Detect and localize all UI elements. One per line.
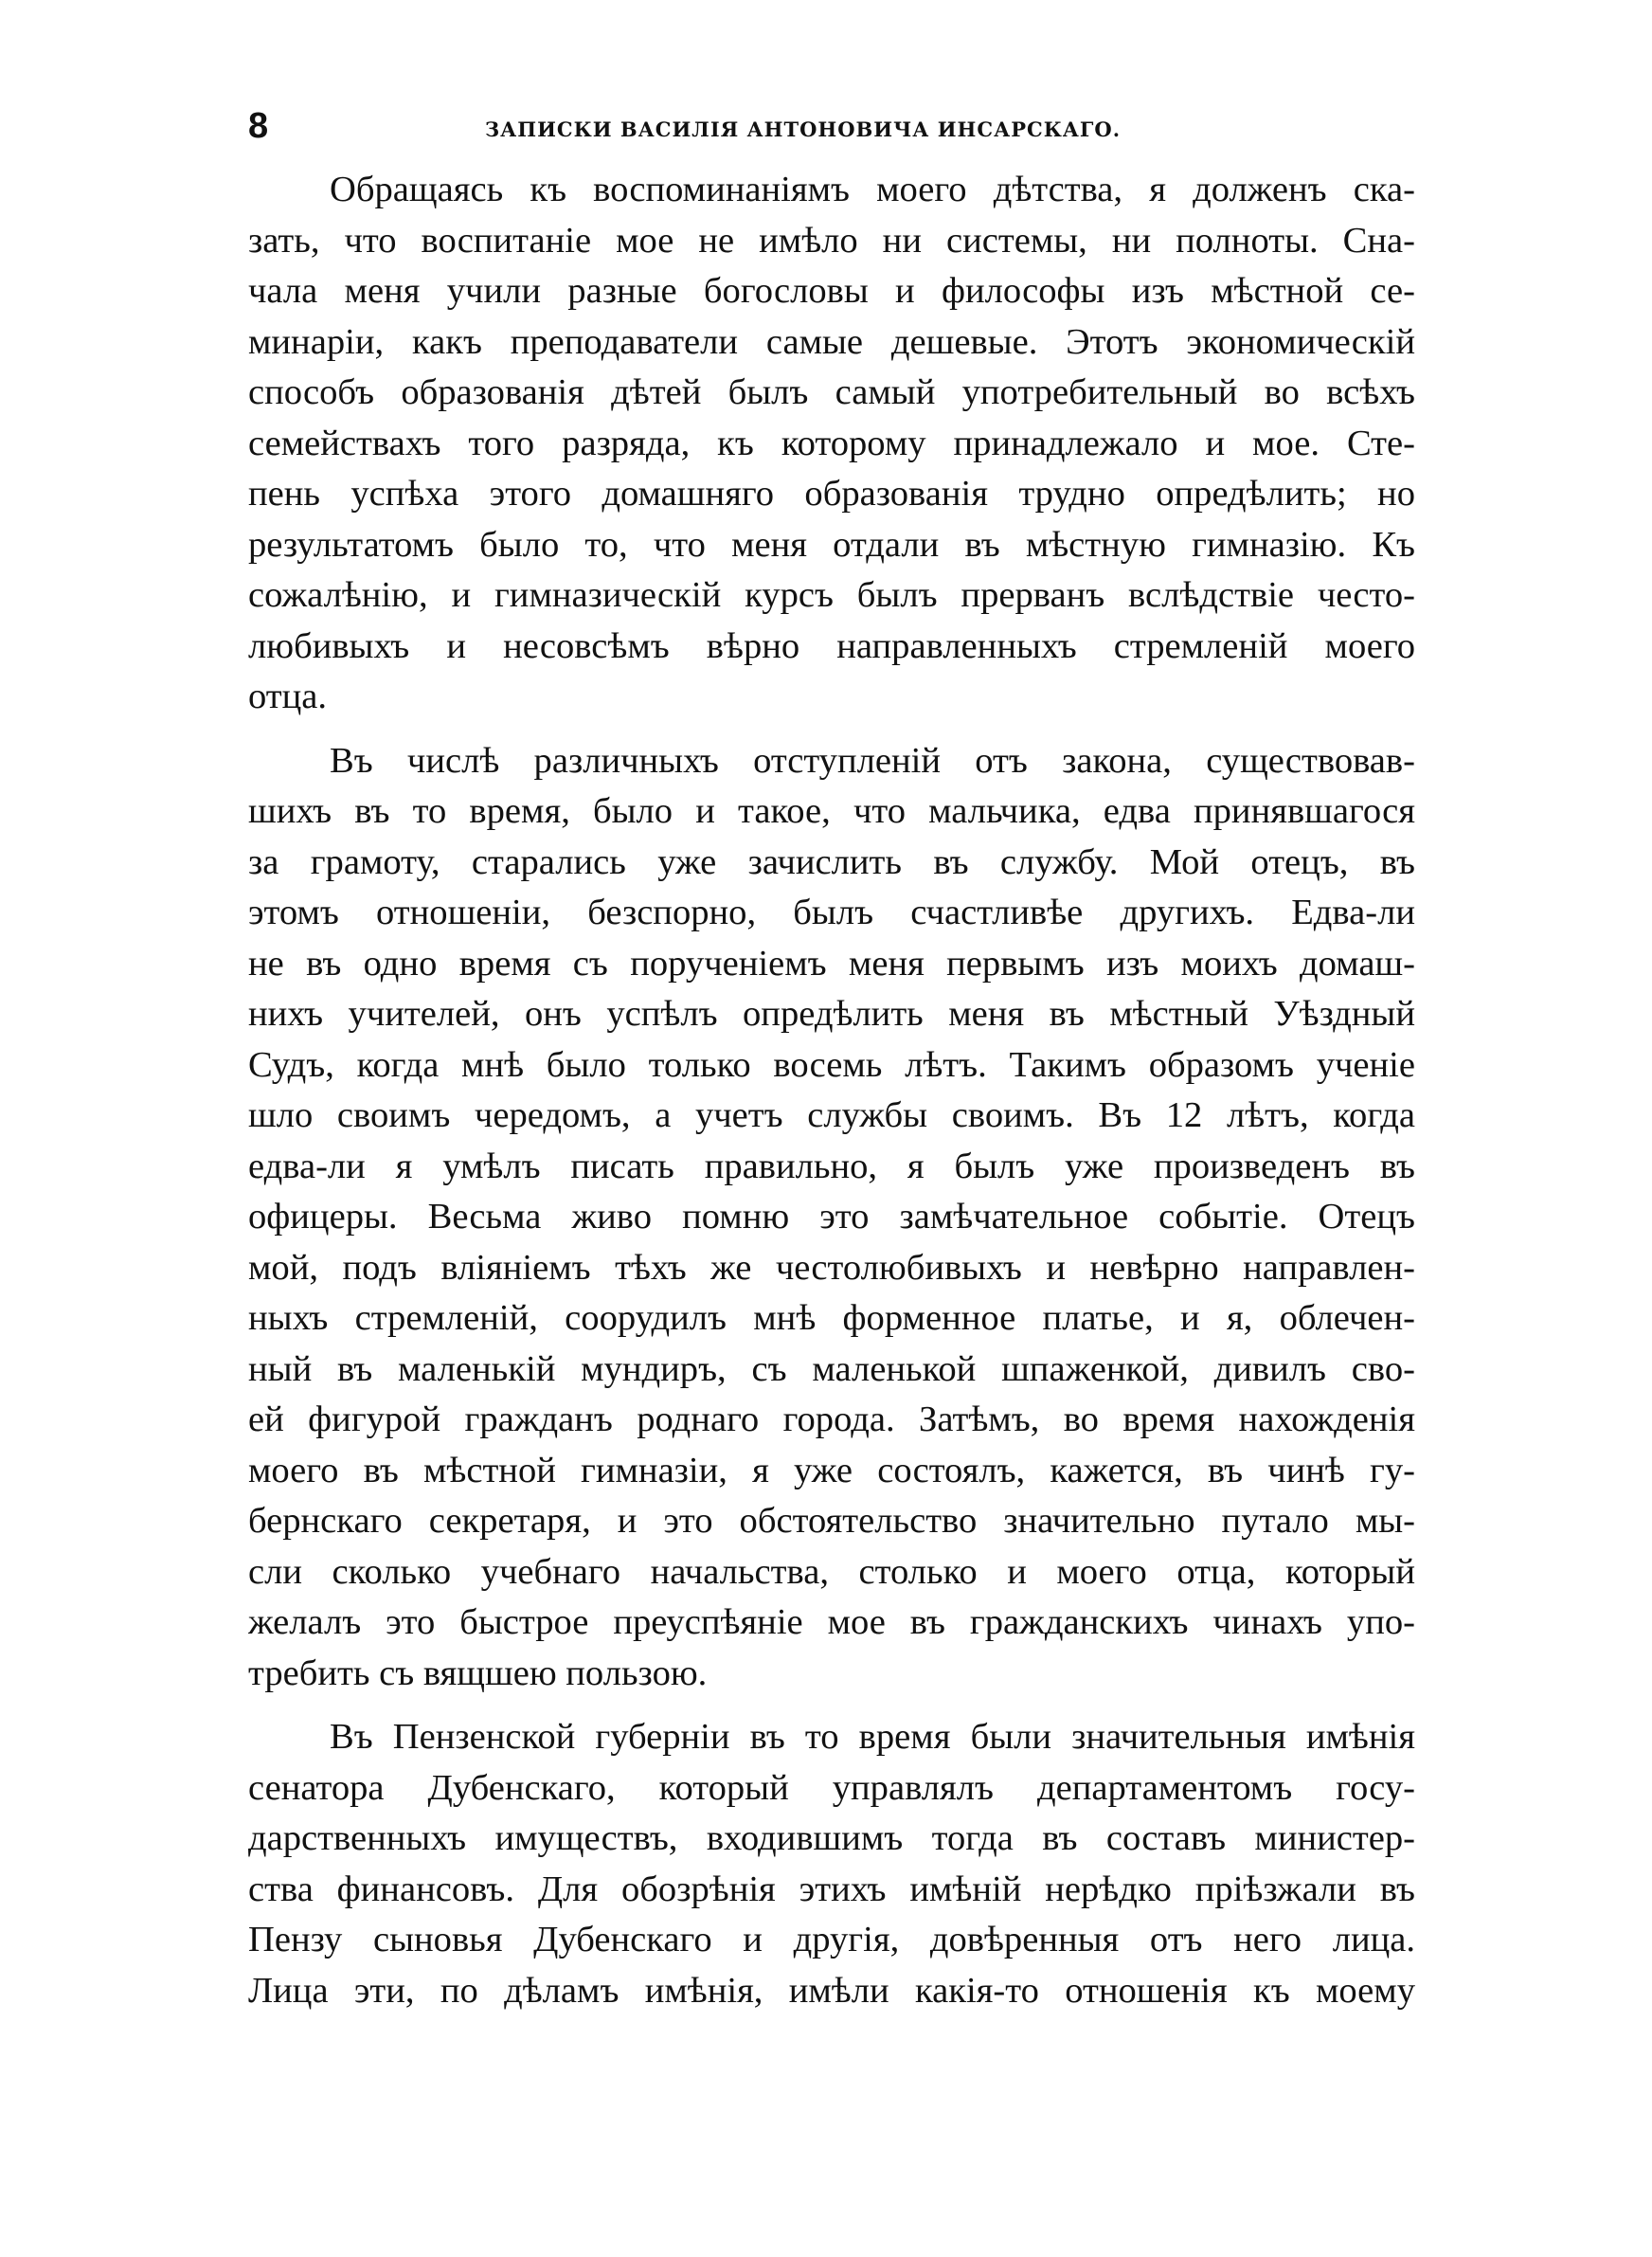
text-line: моего въ мѣстной гимназіи, я уже состоялъ, кажется, въ чинѣ гу- — [248, 1450, 1415, 1490]
text-line: ныхъ стремленій, соорудилъ мнѣ форменное платье, и я, облечен- — [248, 1298, 1415, 1338]
text-line: семействахъ того разряда, къ которому принадлежало и мое. Сте- — [248, 423, 1415, 463]
text-line: Судъ, когда мнѣ было только восемь лѣтъ. Такимъ образомъ ученіе — [248, 1044, 1415, 1085]
text-line: Въ числѣ различныхъ отступленій отъ закона, существовав- — [330, 740, 1415, 781]
text-line: едва-ли я умѣлъ писать правильно, я былъ уже произведенъ въ — [248, 1146, 1415, 1186]
text-line: чала меня учили разные богословы и философы изъ мѣстной се- — [248, 271, 1415, 311]
paragraph-1 — [248, 165, 1415, 723]
text-line: ный въ маленькій мундиръ, съ маленькой шпаженкой, дивилъ сво- — [248, 1348, 1415, 1389]
paragraph-3 — [248, 1712, 1415, 2016]
text-line: желалъ это быстрое преуспѣяніе мое въ гражданскихъ чинахъ упо- — [248, 1602, 1415, 1642]
text-line: за грамоту, старались уже зачислить въ службу. Мой отецъ, въ — [248, 841, 1415, 882]
body-text — [248, 165, 1415, 2016]
text-line: шло своимъ чередомъ, а учетъ службы своимъ. Въ 12 лѣтъ, когда — [248, 1095, 1415, 1135]
text-line: ей фигурой гражданъ роднаго города. Затѣмъ, во время нахожденія — [248, 1399, 1415, 1439]
text-line: любивыхъ и несовсѣмъ вѣрно направленныхъ стремленій моего — [248, 625, 1415, 666]
text-line: мой, подъ вліяніемъ тѣхъ же честолюбивыхъ и невѣрно направлен- — [248, 1247, 1415, 1288]
text-line: требить съ вящшею пользою. — [248, 1652, 708, 1693]
text-line: сли сколько учебнаго начальства, столько и моего отца, который — [248, 1551, 1415, 1592]
text-line: шихъ въ то время, было и такое, что мальчика, едва принявшагося — [248, 791, 1415, 831]
text-line: отца. — [248, 677, 328, 716]
paragraph-2 — [248, 736, 1415, 1700]
text-line: нихъ учителей, онъ успѣлъ опредѣлить меня въ мѣстный Уѣздный — [248, 994, 1415, 1034]
text-line: Въ Пензенской губерніи въ то время были значительныя имѣнія — [330, 1717, 1415, 1757]
page-number: 8 — [248, 106, 269, 146]
text-line: Лица эти, по дѣламъ имѣнія, имѣли какія-то отношенія къ моему — [248, 1970, 1415, 2011]
text-line: минаріи, какъ преподаватели самые дешевые. Этотъ экономическій — [248, 321, 1415, 362]
text-line: зать, что воспитаніе мое не имѣло ни системы, ни полноты. Сна- — [248, 220, 1415, 261]
text-line: не въ одно время съ порученіемъ меня первымъ изъ моихъ домаш- — [248, 943, 1415, 984]
text-line: результатомъ было то, что меня отдали въ мѣстную гимназію. Къ — [248, 524, 1415, 565]
text-line: сенатора Дубенскаго, который управлялъ департаментомъ госу- — [248, 1767, 1415, 1808]
text-line: пень успѣха этого домашняго образованія трудно опредѣлить; но — [248, 474, 1415, 514]
text-line: сожалѣнію, и гимназическій курсъ былъ прерванъ вслѣдствіе често- — [248, 575, 1415, 615]
text-line: Пензу сыновья Дубенскаго и другія, довѣренныя отъ него лица. — [248, 1920, 1415, 1959]
text-line: дарственныхъ имуществъ, входившимъ тогда въ составъ министер- — [248, 1818, 1415, 1858]
text-line: ства финансовъ. Для обозрѣнія этихъ имѣній нерѣдко пріѣзжали въ — [248, 1869, 1415, 1909]
text-line: этомъ отношеніи, безспорно, былъ счастливѣе другихъ. Едва-ли — [248, 893, 1415, 932]
text-line: бернскаго секретаря, и это обстоятельство значительно путало мы- — [248, 1501, 1415, 1541]
text-line: офицеры. Весьма живо помню это замѣчательное событіе. Отецъ — [248, 1197, 1415, 1237]
text-line: Обращаясь къ воспоминаніямъ моего дѣтства, я долженъ ска- — [330, 170, 1415, 209]
page-header — [248, 102, 1413, 150]
text-line: способъ образованія дѣтей былъ самый употребительный во всѣхъ — [248, 372, 1415, 412]
running-title: ЗАПИСКИ ВАСИЛІЯ АНТОНОВИЧА ИНСАРСКАГО. — [485, 117, 1122, 141]
